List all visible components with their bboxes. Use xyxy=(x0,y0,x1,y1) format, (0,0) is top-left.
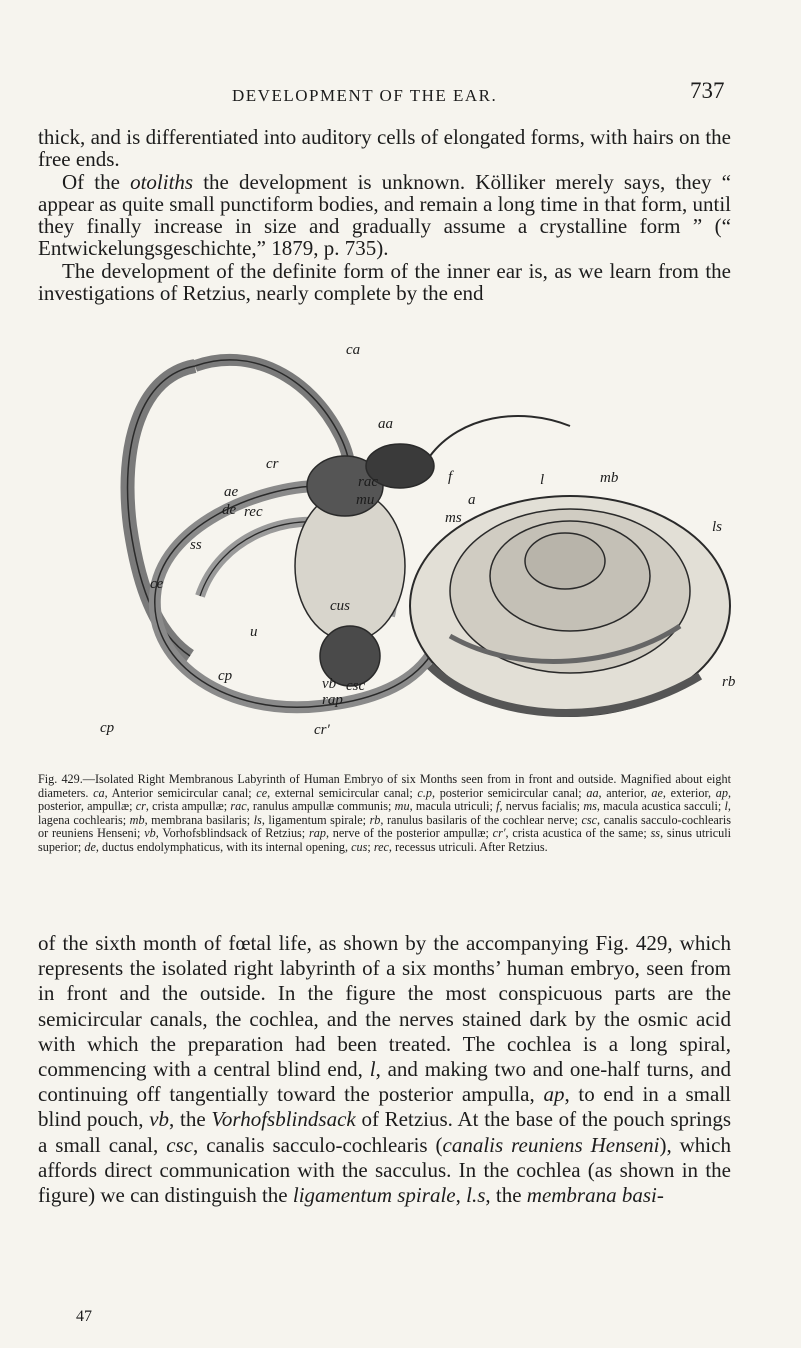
legend-abbr: rec xyxy=(373,839,389,854)
legend-abbr: ca xyxy=(93,785,105,800)
label-mu: mu xyxy=(356,492,375,508)
label-aa: aa xyxy=(378,416,393,432)
label-mb: mb xyxy=(600,470,619,486)
legend-desc: , exterior, xyxy=(662,785,716,800)
label-ae: ae xyxy=(224,484,239,500)
legend-abbr: ls xyxy=(253,812,262,827)
term-otoliths: otoliths xyxy=(130,169,194,194)
label-cus: cus xyxy=(330,598,350,614)
paragraph-otoliths: Of the otoliths the development is unknown. Kölliker merely says, they “ appear as quite small punctiform bodies, and remain a long time in that form, until they finally increase in size and gradually assume a crystalline form ” (“ Entwickelungsgeschichte,” 1879, p. 735). xyxy=(38,169,731,261)
cochlea-inner xyxy=(525,533,605,589)
label-f: f xyxy=(448,469,453,485)
caption-title: —Isolated Right Membranous Labyrinth of Human Embryo of six Months seen from in front and outside. Magnified about eight diameters. xyxy=(38,772,731,800)
page-header xyxy=(0,78,801,118)
legend-desc: , ranulus basilaris of the cochlear nerve; xyxy=(380,812,582,827)
legend-desc: , macula acustica sacculi; xyxy=(596,799,725,814)
legend-abbr: csc xyxy=(581,812,598,827)
label-ce: ce xyxy=(150,576,164,592)
page-number: 737 xyxy=(690,78,725,103)
running-title: DEVELOPMENT OF THE EAR. xyxy=(232,86,498,105)
legend-desc: ; xyxy=(367,839,374,854)
legend-abbr: rac xyxy=(230,799,247,814)
legend-desc: , external semicircular canal; xyxy=(267,785,418,800)
label-csc: csc xyxy=(346,678,366,694)
legend-abbr: c.p xyxy=(417,785,432,800)
label-cp-lower: cp xyxy=(100,720,115,736)
legend-desc: , crista ampullæ; xyxy=(145,799,231,814)
legend-abbr: cr′ xyxy=(492,826,506,841)
legend-abbr: aa xyxy=(586,785,599,800)
legend-desc: , lagena cochlearis; xyxy=(38,799,731,827)
legend-abbr: l xyxy=(724,799,728,814)
legend-desc: , ligamentum spirale; xyxy=(261,812,370,827)
legend-abbr: cr xyxy=(135,799,146,814)
legend-desc: , nerve of the posterior ampullæ; xyxy=(325,826,493,841)
labyrinth-figure xyxy=(100,336,740,754)
legend-abbr: rap xyxy=(309,826,326,841)
label-cr: cr xyxy=(266,456,279,472)
label-ls: ls xyxy=(712,519,723,535)
legend-desc: , crista acustica of the same; xyxy=(505,826,651,841)
legend-abbr: f xyxy=(496,799,500,814)
label-rap: rap xyxy=(322,692,343,708)
legend-desc: , Anterior semicircular canal; xyxy=(104,785,257,800)
legend-abbr: rb xyxy=(369,812,381,827)
label-ms: ms xyxy=(445,510,462,526)
legend-desc: , anterior, xyxy=(598,785,652,800)
label-rb: rb xyxy=(722,674,736,690)
label-rec: rec xyxy=(244,504,263,520)
label-a: a xyxy=(468,492,476,508)
legend-abbr: ce xyxy=(256,785,268,800)
figure-caption xyxy=(38,773,731,855)
legend-desc: , nervus facialis; xyxy=(499,799,584,814)
legend-abbr: ss xyxy=(650,826,661,841)
top-text-block xyxy=(38,126,731,304)
legend-desc: , ranulus ampullæ communis; xyxy=(246,799,395,814)
label-rac: rac xyxy=(358,474,378,490)
legend-abbr: de xyxy=(84,839,96,854)
label-u: u xyxy=(250,624,258,640)
caption-legend xyxy=(38,786,731,854)
legend-desc: , sinus utriculi superior; xyxy=(38,826,731,854)
label-ca: ca xyxy=(346,342,361,358)
legend-desc: , ductus endolymphaticus, with its internal opening, xyxy=(95,839,352,854)
legend-desc: , posterior, ampullæ; xyxy=(38,785,731,814)
legend-abbr: mb xyxy=(129,812,145,827)
legend-abbr: ms xyxy=(583,799,597,814)
legend-abbr: ap xyxy=(715,785,728,800)
label-l: l xyxy=(540,472,545,488)
bottom-text-block xyxy=(38,931,731,1208)
legend-abbr: mu xyxy=(394,799,410,814)
label-ss: ss xyxy=(190,537,202,553)
label-de: de xyxy=(222,502,237,518)
paragraph-definite-form: The development of the definite form of the inner ear is, as we learn from the investigations of Retzius, nearly complete by the end xyxy=(38,258,731,306)
legend-abbr: vb xyxy=(144,826,156,841)
paragraph-continuation: thick, and is differentiated into auditory cells of elongated forms, with hairs on the free ends. xyxy=(38,125,731,172)
legend-desc: , posterior semicircular canal; xyxy=(431,785,587,800)
signature-mark: 47 xyxy=(76,1308,92,1325)
legend-desc: , Vorhofsblindsack of Retzius; xyxy=(155,826,309,841)
legend-abbr: ae xyxy=(651,785,663,800)
legend-desc: , recessus utriculi. After Retzius. xyxy=(388,839,548,854)
label-vb: vb xyxy=(322,676,337,692)
legend-abbr: cus xyxy=(351,839,368,854)
legend-desc: , macula utriculi; xyxy=(409,799,497,814)
figure-number: Fig. 429. xyxy=(38,772,83,786)
legend-desc: , canalis sacculo-cochlearis or reuniens Henseni; xyxy=(38,812,731,841)
label-cp: cp xyxy=(218,668,233,684)
paragraph-sixth-month: of the sixth month of fœtal life, as shown by the accompanying Fig. 429, which represents the isolated right labyrinth of a six months’ human embryo, seen from in front and the outside. In the figure the most conspicuous parts are the semicircular canals, the cochlea, and the nerves stained dark by the osmic acid with which the preparation had been treated. The cochlea is a long spiral, commencing with a central blind end, l, and making two and one-half turns, and continuing off tangentially toward the posterior ampulla, ap, to end in a small blind pouch, vb, the Vorhofsblindsack of Retzius. At the base of the pouch springs a small canal, csc, canalis sacculo-cochlearis (canalis reuniens Henseni), which affords direct communication with the sacculus. In the cochlea (as shown in the figure) we can distinguish the ligamentum spirale, l.s, the membrana basi- xyxy=(38,931,732,1208)
label-cr-prime: cr′ xyxy=(314,722,330,738)
legend-desc: , membrana basilaris; xyxy=(144,812,254,827)
